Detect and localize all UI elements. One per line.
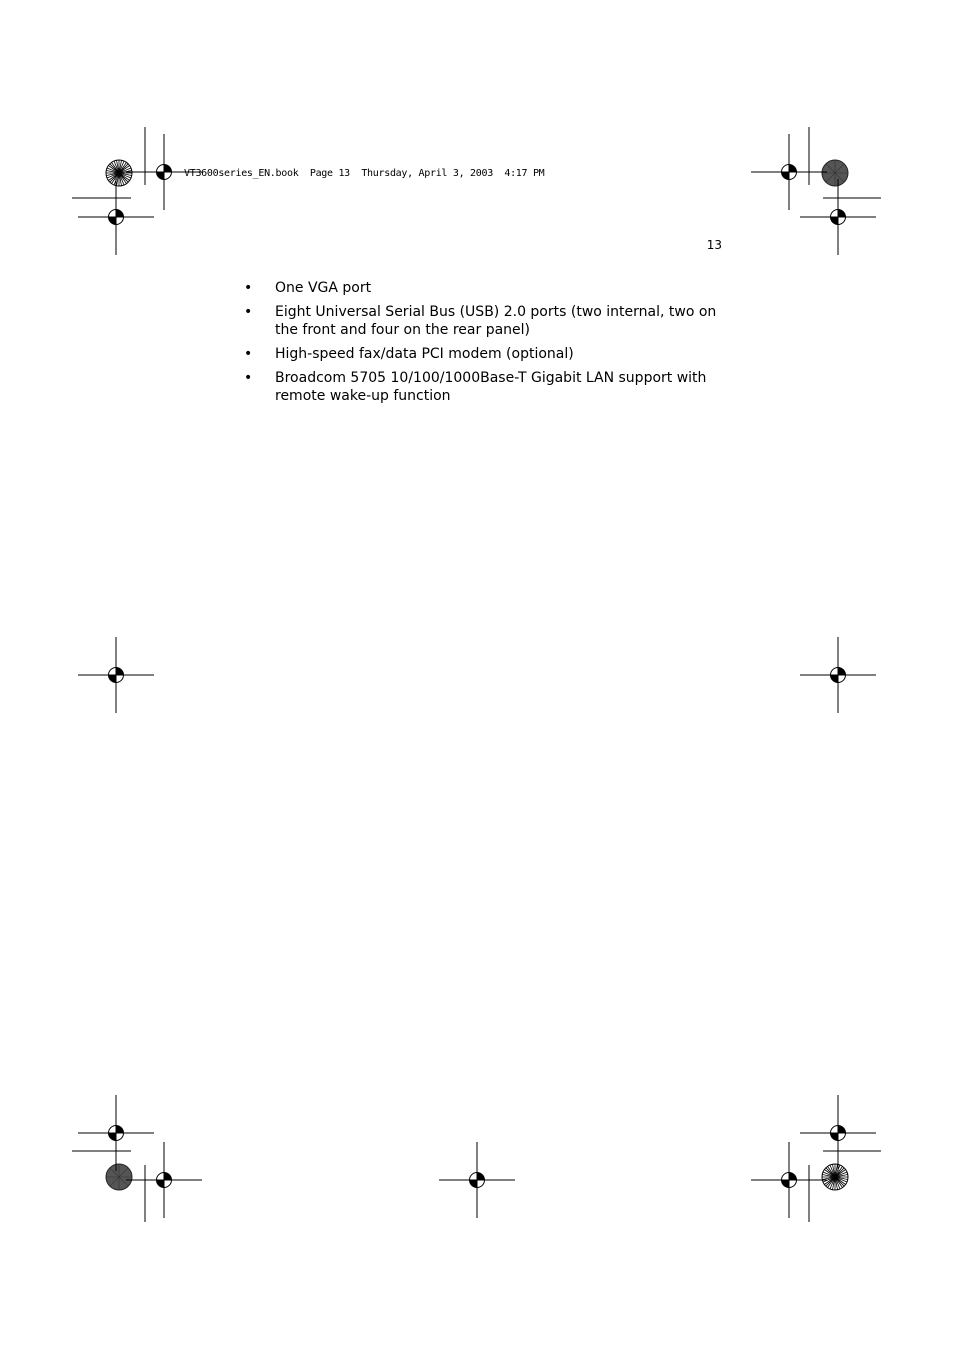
bullet-icon: • — [244, 346, 253, 362]
feature-list — [244, 279, 734, 411]
list-item — [244, 279, 734, 297]
registration-mark-icon — [78, 179, 154, 255]
color-target-icon — [106, 1164, 132, 1190]
color-target-icon — [822, 160, 848, 186]
registration-mark-icon — [78, 637, 154, 713]
registration-mark-icon — [751, 134, 827, 210]
list-item-text: Eight Universal Serial Bus (USB) 2.0 ports (two internal, two on the front and four on the rear panel) — [275, 304, 717, 338]
registration-mark-icon — [78, 1095, 154, 1171]
color-target-icon — [822, 1164, 848, 1190]
registration-mark-icon — [751, 1142, 827, 1218]
bullet-icon: • — [244, 304, 253, 320]
registration-mark-icon — [439, 1142, 515, 1218]
page-number: 13 — [706, 238, 722, 252]
color-target-icon — [106, 160, 132, 186]
registration-mark-icon — [800, 637, 876, 713]
registration-mark-icon — [126, 1142, 202, 1218]
list-item-text: One VGA port — [275, 280, 372, 296]
print-file-header: VT3600series_EN.book Page 13 Thursday, April 3, 2003 4:17 PM — [184, 168, 545, 179]
list-item-text: Broadcom 5705 10/100/1000Base-T Gigabit LAN support with remote wake-up function — [275, 370, 707, 404]
registration-mark-icon — [800, 179, 876, 255]
registration-mark-icon — [800, 1095, 876, 1171]
bullet-icon: • — [244, 280, 253, 296]
bullet-icon: • — [244, 370, 253, 386]
list-item — [244, 345, 734, 363]
list-item — [244, 303, 734, 339]
list-item — [244, 369, 734, 405]
list-item-text: High-speed fax/data PCI modem (optional) — [275, 346, 574, 362]
